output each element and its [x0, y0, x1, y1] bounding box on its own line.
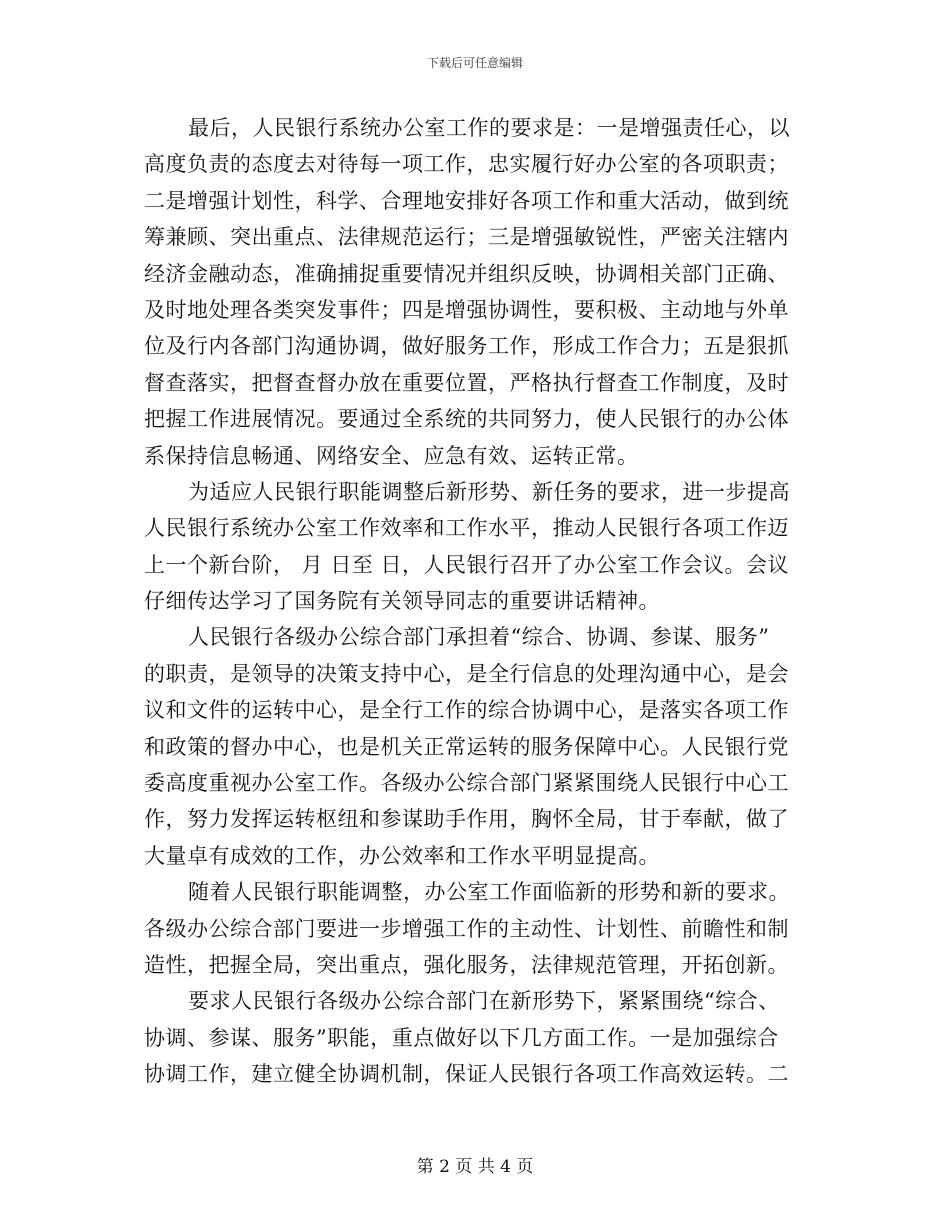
text-line: 及时地处理各类突发事件；四是增强协调性，要积极、主动地与外单: [144, 297, 789, 322]
page-footer: 第 2 页 共 4 页: [416, 1157, 534, 1177]
text-line: 上一个新台阶， 月 日至 日，人民银行召开了办公室工作会议。会议: [144, 552, 790, 577]
text-line: 仔细传达学习了国务院有关领导同志的重要讲话精神。: [144, 589, 660, 614]
text-line: 督查落实，把督查督办放在重要位置，严格执行督查工作制度，及时: [144, 370, 789, 395]
text-line: 系保持信息畅通、网络安全、应急有效、运转正常。: [144, 443, 639, 468]
text-line: 筹兼顾、突出重点、法律规范运行；三是增强敏锐性，严密关注辖内: [144, 225, 789, 250]
text-line: 造性，把握全局，突出重点，强化服务，法律规范管理，开拓创新。: [144, 952, 789, 977]
text-line: 协调工作，建立健全协调机制，保证人民银行各项工作高效运转。二: [144, 1062, 789, 1087]
text-line: 协调、参谋、服务”职能，重点做好以下几方面工作。一是加强综合: [144, 1025, 779, 1050]
text-line: 随着人民银行职能调整，办公室工作面临新的形势和新的要求。: [188, 880, 790, 905]
text-line: 作，努力发挥运转枢纽和参谋助手作用，胸怀全局，甘于奉献，做了: [144, 807, 789, 832]
text-line: 把握工作进展情况。要通过全系统的共同努力，使人民银行的办公体: [144, 407, 789, 432]
text-line: 议和文件的运转中心，是全行工作的综合协调中心，是落实各项工作: [144, 698, 789, 723]
text-line: 的职责，是领导的决策支持中心，是全行信息的处理沟通中心，是会: [144, 661, 789, 686]
text-line: 为适应人民银行职能调整后新形势、新任务的要求，进一步提高: [188, 479, 790, 504]
text-line: 委高度重视办公室工作。各级办公综合部门紧紧围绕人民银行中心工: [144, 771, 789, 796]
page-header: 下载后可任意编辑: [426, 56, 523, 70]
text-line: 二是增强计划性，科学、合理地安排好各项工作和重大活动，做到统: [144, 188, 789, 213]
text-line: 人民银行各级办公综合部门承担着“综合、协调、参谋、服务”: [188, 625, 770, 650]
text-line: 最后，人民银行系统办公室工作的要求是：一是增强责任心，以: [188, 116, 790, 140]
text-line: 大量卓有成效的工作，办公效率和工作水平明显提高。: [144, 843, 660, 868]
text-line: 和政策的督办中心，也是机关正常运转的服务保障中心。人民银行党: [144, 734, 789, 759]
text-line: 要求人民银行各级办公综合部门在新形势下，紧紧围绕“综合、: [188, 989, 780, 1014]
document-body: [144, 110, 806, 1093]
text-line: 人民银行系统办公室工作效率和工作水平，推动人民银行各项工作迈: [144, 516, 789, 541]
text-line: 高度负责的态度去对待每一项工作，忠实履行好办公室的各项职责；: [144, 152, 789, 177]
text-line: 经济金融动态，准确捕捉重要情况并组织反映，协调相关部门正确、: [144, 261, 789, 286]
text-line: 各级办公综合部门要进一步增强工作的主动性、计划性、前瞻性和制: [144, 916, 789, 941]
text-line: 位及行内各部门沟通协调，做好服务工作，形成工作合力；五是狠抓: [144, 334, 789, 359]
